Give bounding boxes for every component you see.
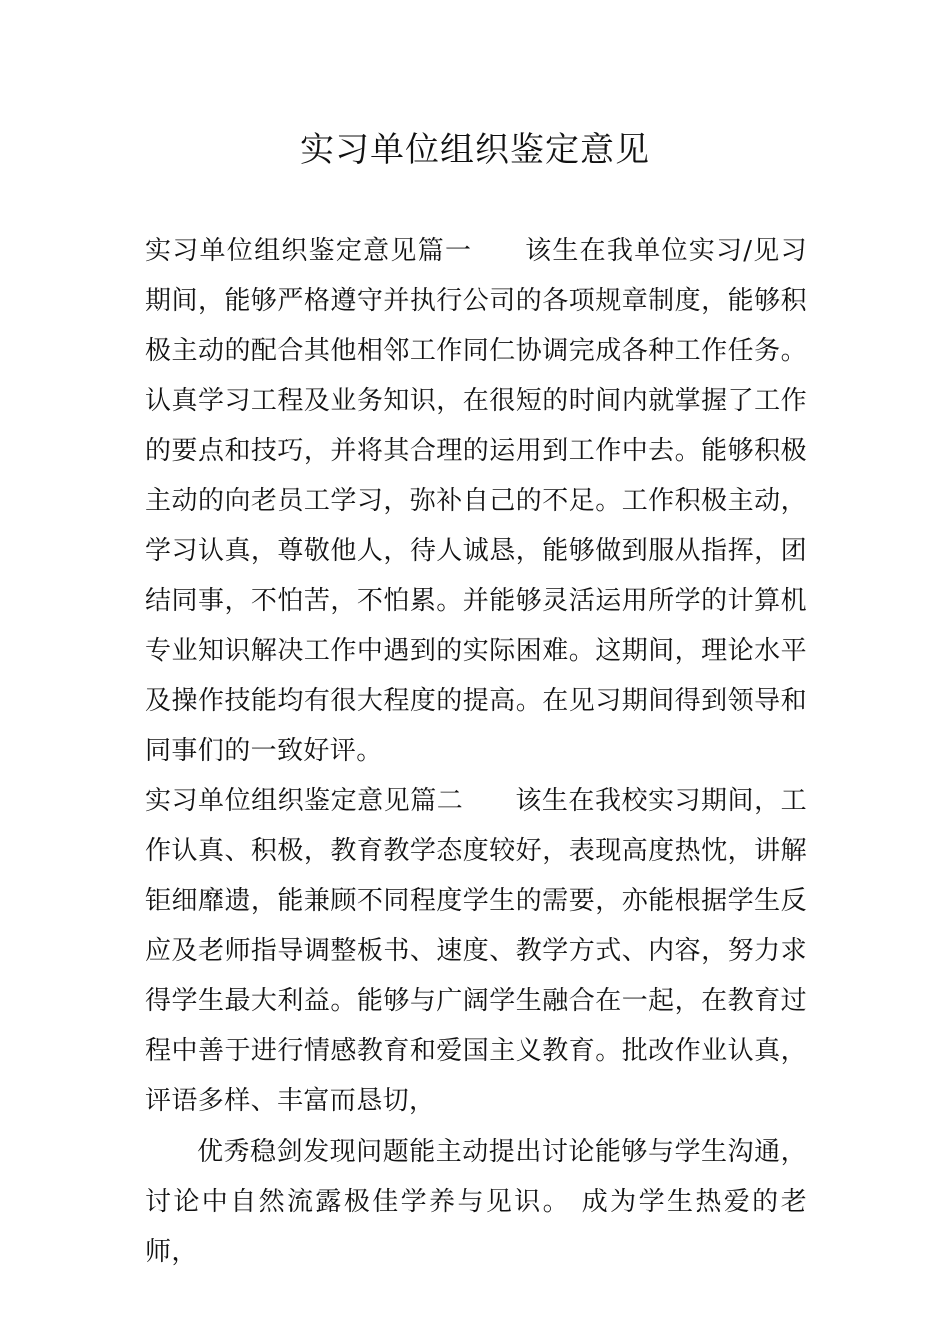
section-one-heading: 实习单位组织鉴定意见篇一 <box>145 236 473 266</box>
document-title: 实习单位组织鉴定意见 <box>300 130 650 170</box>
section-two-heading: 实习单位组织鉴定意见篇二 <box>145 786 464 816</box>
section-two-text: 该生在我校实习期间，工作认真、积极，教育教学态度较好，表现高度热忱，讲解钜细靡遗，能兼顾不同程度学生的需要，亦能根据学生反应及老师指导调整板书、速度、教学方式、内容，努力求得学生最大利益。能够与广阔学生融合在一起，在教育过程中善于进行情感教育和爱国主义教育。批改作业认真，评语多样、丰富而恳切， <box>145 786 807 1116</box>
section-one <box>145 226 807 776</box>
section-one-text: 该生在我单位实习/见习期间，能够严格遵守并执行公司的各项规章制度，能够积极主动的配合其他相邻工作同仁协调完成各种工作任务。认真学习工程及业务知识，在很短的时间内就掌握了工作的要点和技巧，并将其合理的运用到工作中去。能够积极主动的向老员工学习，弥补自己的不足。工作积极主动，学习认真，尊敬他人，待人诚恳，能够做到服从指挥，团结同事，不怕苦，不怕累。并能够灵活运用所学的计算机专业知识解决工作中遇到的实际困难。这期间，理论水平及操作技能均有很大程度的提高。在见习期间得到领导和同事们的一致好评。 <box>145 236 807 766</box>
section-two-paragraph <box>145 776 807 1126</box>
continuation-paragraph: 优秀稳剑发现问题能主动提出讨论能够与学生沟通，讨论中自然流露极佳学养与见识。 成为学生热爱的老师， <box>145 1137 807 1267</box>
section-one-paragraph <box>145 226 807 776</box>
section-two <box>145 776 807 1126</box>
continuation-block <box>145 1127 807 1277</box>
